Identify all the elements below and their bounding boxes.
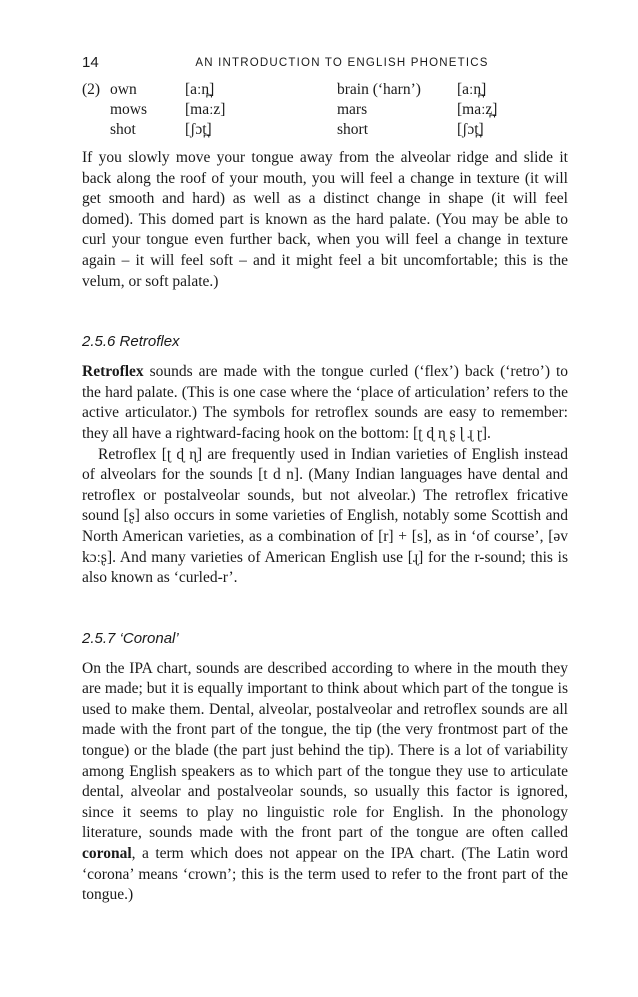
example-word: own [110, 81, 137, 98]
body-paragraph: Retroflex [ʈ ɖ ɳ] are frequently used in Indian varieties of English instead of alveolars for the sounds [t d n]. (Many Indian languages have dental and retroflex or postalveolar sounds, but not alveolar.) The retroflex fricative sound [ʂ] also occurs in some varieties of English, notably some Scottish and North American varieties, as a combination of [r] + [s], as in ‘of course’, [əv kɔːʂ]. And many varieties of American English use [ɻ] for the r-sound; this is also known as ‘curled-r’. [82, 445, 568, 587]
term-bold: coronal [82, 845, 132, 863]
example-word: short [337, 121, 368, 138]
page-number: 14 [82, 54, 99, 71]
body-paragraph [82, 362, 568, 444]
paragraph-text: , a term which does not appear on the IPA chart. (The Latin word ‘corona’ means ‘crown’; this is the term used to refer to the front part of the tongue.) [82, 845, 568, 904]
body-paragraph: If you slowly move your tongue away from the alveolar ridge and slide it back along the roof of your mouth, you will feel a change in texture (it will get smooth and hard) as well as a distinct change in shape (it will feel domed). This domed part is known as the hard palate. (You may be able to curl your tongue even further back, when you will feel a change in texture again – it will feel soft – and it might feel a bit uncomfortable; this is the velum, or soft palate.) [82, 149, 568, 290]
example-ipa: [aːn̪] [185, 81, 215, 98]
example-ipa: [aːn̪] [457, 81, 487, 98]
example-label: (2) [82, 81, 101, 98]
example-row [82, 100, 517, 120]
paragraph-text: On the IPA chart, sounds are described according to where in the mouth they are made; but it is equally important to think about which part of the tongue is used to make them. Dental, alveolar, postalveolar and retroflex sounds are all made with the front part of the tongue, the tip (the very frontmost part of the tongue) or the blade (the part just behind the tip). There is a lot of variability among English speakers as to which part of the tongue they use to articulate dental, alveolar and postalveolar sounds, so usually this factor is ignored, since it seems to play no linguistic role for English. In the phonology literature, sounds made with the front part of the tongue are often called [82, 659, 568, 842]
example-ipa: [ʃɔt̪] [185, 121, 212, 138]
example-row [82, 120, 517, 140]
example-ipa: [maːz] [185, 101, 226, 118]
section-heading-coronal: 2.5.7 ‘Coronal’ [82, 629, 179, 647]
page [82, 48, 568, 906]
example-word: shot [110, 121, 136, 138]
running-title: AN INTRODUCTION TO ENGLISH PHONETICS [195, 57, 489, 69]
example-table [82, 80, 517, 140]
paragraph-text: sounds are made with the tongue curled (‘flex’) back (‘retro’) to the hard palate. (This is one case where the ‘place of articulation’ refers to the active articulator.) The symbols for retroflex sounds are easy to remember: they all have a rightward-facing hook on the bottom: [ʈ ɖ ɳ ʂ ɭ ɻ ɽ]. [82, 363, 568, 442]
example-word: mows [110, 101, 148, 118]
body-paragraph [82, 659, 568, 906]
example-ipa: [maːz̪] [457, 101, 498, 118]
example-word: mars [337, 101, 368, 118]
running-head [82, 48, 568, 78]
section-heading-retroflex: 2.5.6 Retroflex [82, 333, 180, 351]
example-word: brain (‘harn’) [337, 81, 421, 98]
term-bold: Retroflex [82, 363, 144, 381]
example-row [82, 80, 517, 100]
example-ipa: [ʃɔt̪] [457, 121, 484, 138]
